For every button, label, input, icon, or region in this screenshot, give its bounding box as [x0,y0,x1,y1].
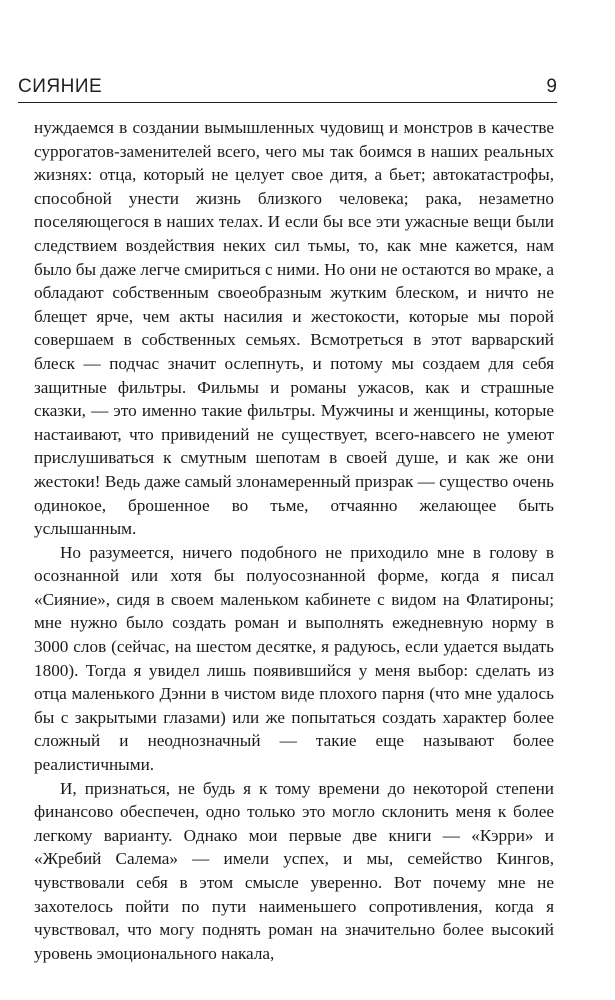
page-number: 9 [546,76,557,97]
body-text [34,116,554,965]
paragraph: И, признаться, не будь я к тому времени до некоторой степени финансово обеспечен, одно только это могло склонить меня к более легкому варианту. Однако мои первые две книги — «Кэрри» и «Жребий Салема» — имели успех, и мы, семейство Кингов, чувствовали себя в этом смысле уверенно. Вот почему мне не захотелось пойти по пути наименьшего сопротивления, когда я чувствовал, что могу поднять роман на значительно более высокий уровень эмоционального накала, [34,778,554,963]
paragraph: Но разумеется, ничего подобного не приходило мне в голову в осознанной или хотя бы полуосознанной форме, когда я писал «Сияние», сидя в своем маленьком кабинете с видом на Флатироны; мне нужно было создать роман и выполнять ежедневную норму в 3000 слов (сейчас, на шестом десятке, я радуюсь, если удается выдать 1800). Тогда я увидел лишь появившийся у меня выбор: сделать из отца маленького Дэнни в чистом виде плохого парня (что мне удалось бы с закрытыми глазами) или же попытаться создать характер более сложный и неоднозначный — такие еще называют более реалистичными. [34,542,554,775]
running-head [18,72,557,103]
running-title: СИЯНИЕ [18,76,103,97]
paragraph-continued: нуждаемся в создании вымышленных чудовищ и монстров в качестве суррогатов-заменителей всего, чего мы так боимся в наших реальных жизнях: отца, который не целует свое дитя, а бьет; автокатастрофы, способной унести жизнь близкого человека; рака, незаметно поселяющегося в наших телах. И если бы все эти ужасные вещи были следствием воздействия неких сил тьмы, то, как мне кажется, нам было бы даже легче смириться с ними. Но они не остаются во мраке, а обладают собственным своеобразным жутким блеском, и ничто не блещет ярче, чем акты насилия и жестокости, которые мы порой совершаем в собственных семьях. Всмотреться в этот варварский блеск — подчас значит ослепнуть, и потому мы создаем для себя защитные фильтры. Фильмы и романы ужасов, как и страшные сказки, — это именно такие фильтры. Мужчины и женщины, которые настаивают, что привидений не существует, всего-навсего не умеют прислушиваться к смутным шепотам в своей душе, и как же они жестоки! Ведь даже самый злонамеренный призрак — существо очень одинокое, брошенное во тьме, отчаянно желающее быть услышанным. [34,118,554,539]
